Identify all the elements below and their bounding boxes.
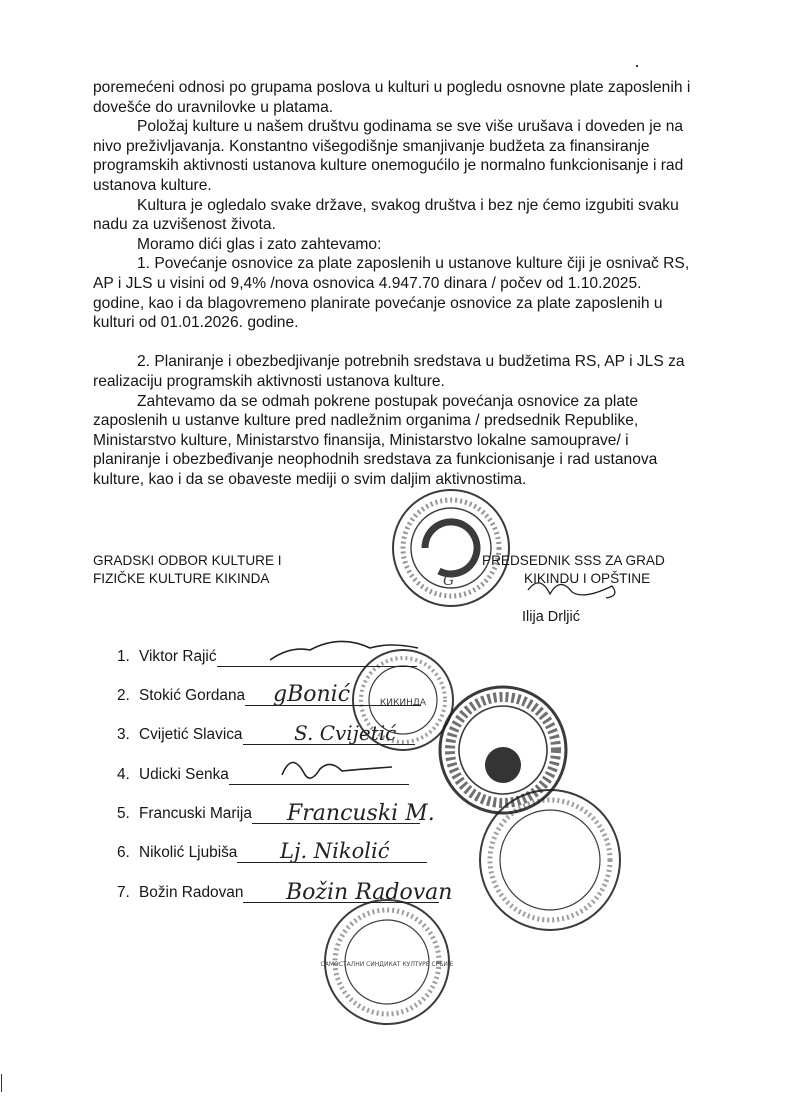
- right-signatory-line2: KIKINDU I OPŠTINE: [524, 571, 651, 586]
- member-name: Nikolić Ljubiša: [139, 844, 238, 861]
- right-signatory-block: [482, 552, 665, 588]
- demand-item-1: 1. Povećanje osnovice za plate zaposlenih u ustanove kulture čiji je osnivač RS, AP i JLS u visini od 9,4% /nova osnovica 4.947.70 dinara / počev od 1.10.2025. godine, kao i da blagovremeno planirate povećanje osnovice za plate zaposlenih u kulturi od 01.01.2026. godine.: [93, 255, 690, 332]
- scan-speck: [636, 65, 638, 67]
- right-signatory-line1: PREDSEDNIK SSS ZA GRAD: [482, 553, 665, 568]
- committee-member: 1. Viktor Rajić: [117, 647, 417, 667]
- committee-member: 2. Stokić Gordana: [117, 686, 421, 706]
- demand-item-2: 2. Planiranje i obezbedjivanje potrebnih sredstava u budžetima RS, AP i JLS za realizaciju programskih aktivnosti ustanova kulture.: [93, 353, 685, 390]
- signature-line: [245, 690, 421, 706]
- committee-member: 4. Udicki Senka: [117, 765, 409, 785]
- member-name: Viktor Rajić: [139, 648, 217, 665]
- committee-member: 6. Nikolić Ljubiša: [117, 843, 427, 863]
- member-name: Stokić Gordana: [139, 687, 246, 704]
- signature-line: [252, 808, 420, 824]
- committee-member: 7. Božin Radovan: [117, 883, 439, 903]
- signature-5: Francuski M.: [287, 801, 435, 826]
- culture-union-stamp: [480, 790, 620, 930]
- paragraph-continuation: poremećeni odnosi po grupama poslova u kulturi u pogledu osnovne plate zaposlenih i dovešće do uravnilovke u platama.: [93, 79, 691, 116]
- left-signatory-line2: FIZIČKE KULTURE KIKINDA: [93, 571, 270, 586]
- signature-3: S. Cvijetić: [294, 721, 397, 745]
- logo-letter: G: [443, 573, 455, 589]
- union-stamp-top: [393, 490, 509, 606]
- letter-body: [93, 78, 693, 489]
- culture-syndicate-stamp-text: САМОСТАЛНИ СИНДИКАТ КУЛТУРЕ СРБИЈЕ: [320, 961, 454, 968]
- signature-line: [237, 847, 427, 863]
- signature-6: Lj. Nikolić: [280, 839, 390, 863]
- culture-syndicate-stamp: [321, 900, 454, 1024]
- union-logo-icon: [425, 522, 477, 574]
- paragraph-culture-position: Položaj kulture u našem društvu godinama se sve više urušava i doveden je na nivo preživljavanja. Konstantno višegodišnje smanjivanje budžeta za finansiranje programskih aktivnosti ustanova kulture onemogućilo je normalno funkcionisanje i rad ustanova kulture.: [93, 118, 684, 194]
- signature-7: Božin Radovan: [286, 880, 453, 905]
- paragraph-demands-intro: Moramo dići glas i zato zahtevamo:: [137, 235, 382, 253]
- member-name: Božin Radovan: [139, 884, 244, 901]
- member-name: Cvijetić Slavica: [139, 726, 243, 743]
- left-signatory-block: [93, 552, 282, 588]
- left-signatory-line1: GRADSKI ODBOR KULTURE I: [93, 553, 282, 568]
- stamp-city-text: КИКИНДА: [379, 698, 427, 708]
- committee-member: 3. Cvijetić Slavica: [117, 725, 415, 745]
- signature-line: [229, 769, 409, 785]
- signature-line: [243, 729, 415, 745]
- signature-2: gBonić: [273, 682, 351, 707]
- federation-stamp: [440, 687, 566, 813]
- federation-logo-icon: [485, 747, 521, 783]
- member-name: Francuski Marija: [139, 805, 252, 822]
- member-name: Udicki Senka: [139, 766, 229, 783]
- paragraph-culture-mirror: Kultura je ogledalo svake države, svakog društva i bez nje ćemo izgubiti svaku nadu za uzvišenost života.: [93, 196, 679, 234]
- paragraph-closing-demand: Zahtevamo da se odmah pokrene postupak povećanja osnovice za plate zaposlenih u ustanve kulture pred nadležnim organima / predsednik Republike, Ministarstvo kulture, Ministarstvo finansija, Ministarstvo lokalne samouprave/ i planiranje i obezbeđivanje neophodnih sredstava za funkcionisanje i rad ustanova kulture, kao i da se obaveste mediji o svim daljim aktivnostima.: [93, 392, 658, 488]
- right-signatory-name: Ilija Drljić: [522, 609, 580, 625]
- signature-line: [243, 887, 439, 903]
- scan-edge-mark: [1, 1074, 2, 1092]
- committee-member: 5. Francuski Marija: [117, 804, 420, 824]
- signature-line: [217, 651, 417, 667]
